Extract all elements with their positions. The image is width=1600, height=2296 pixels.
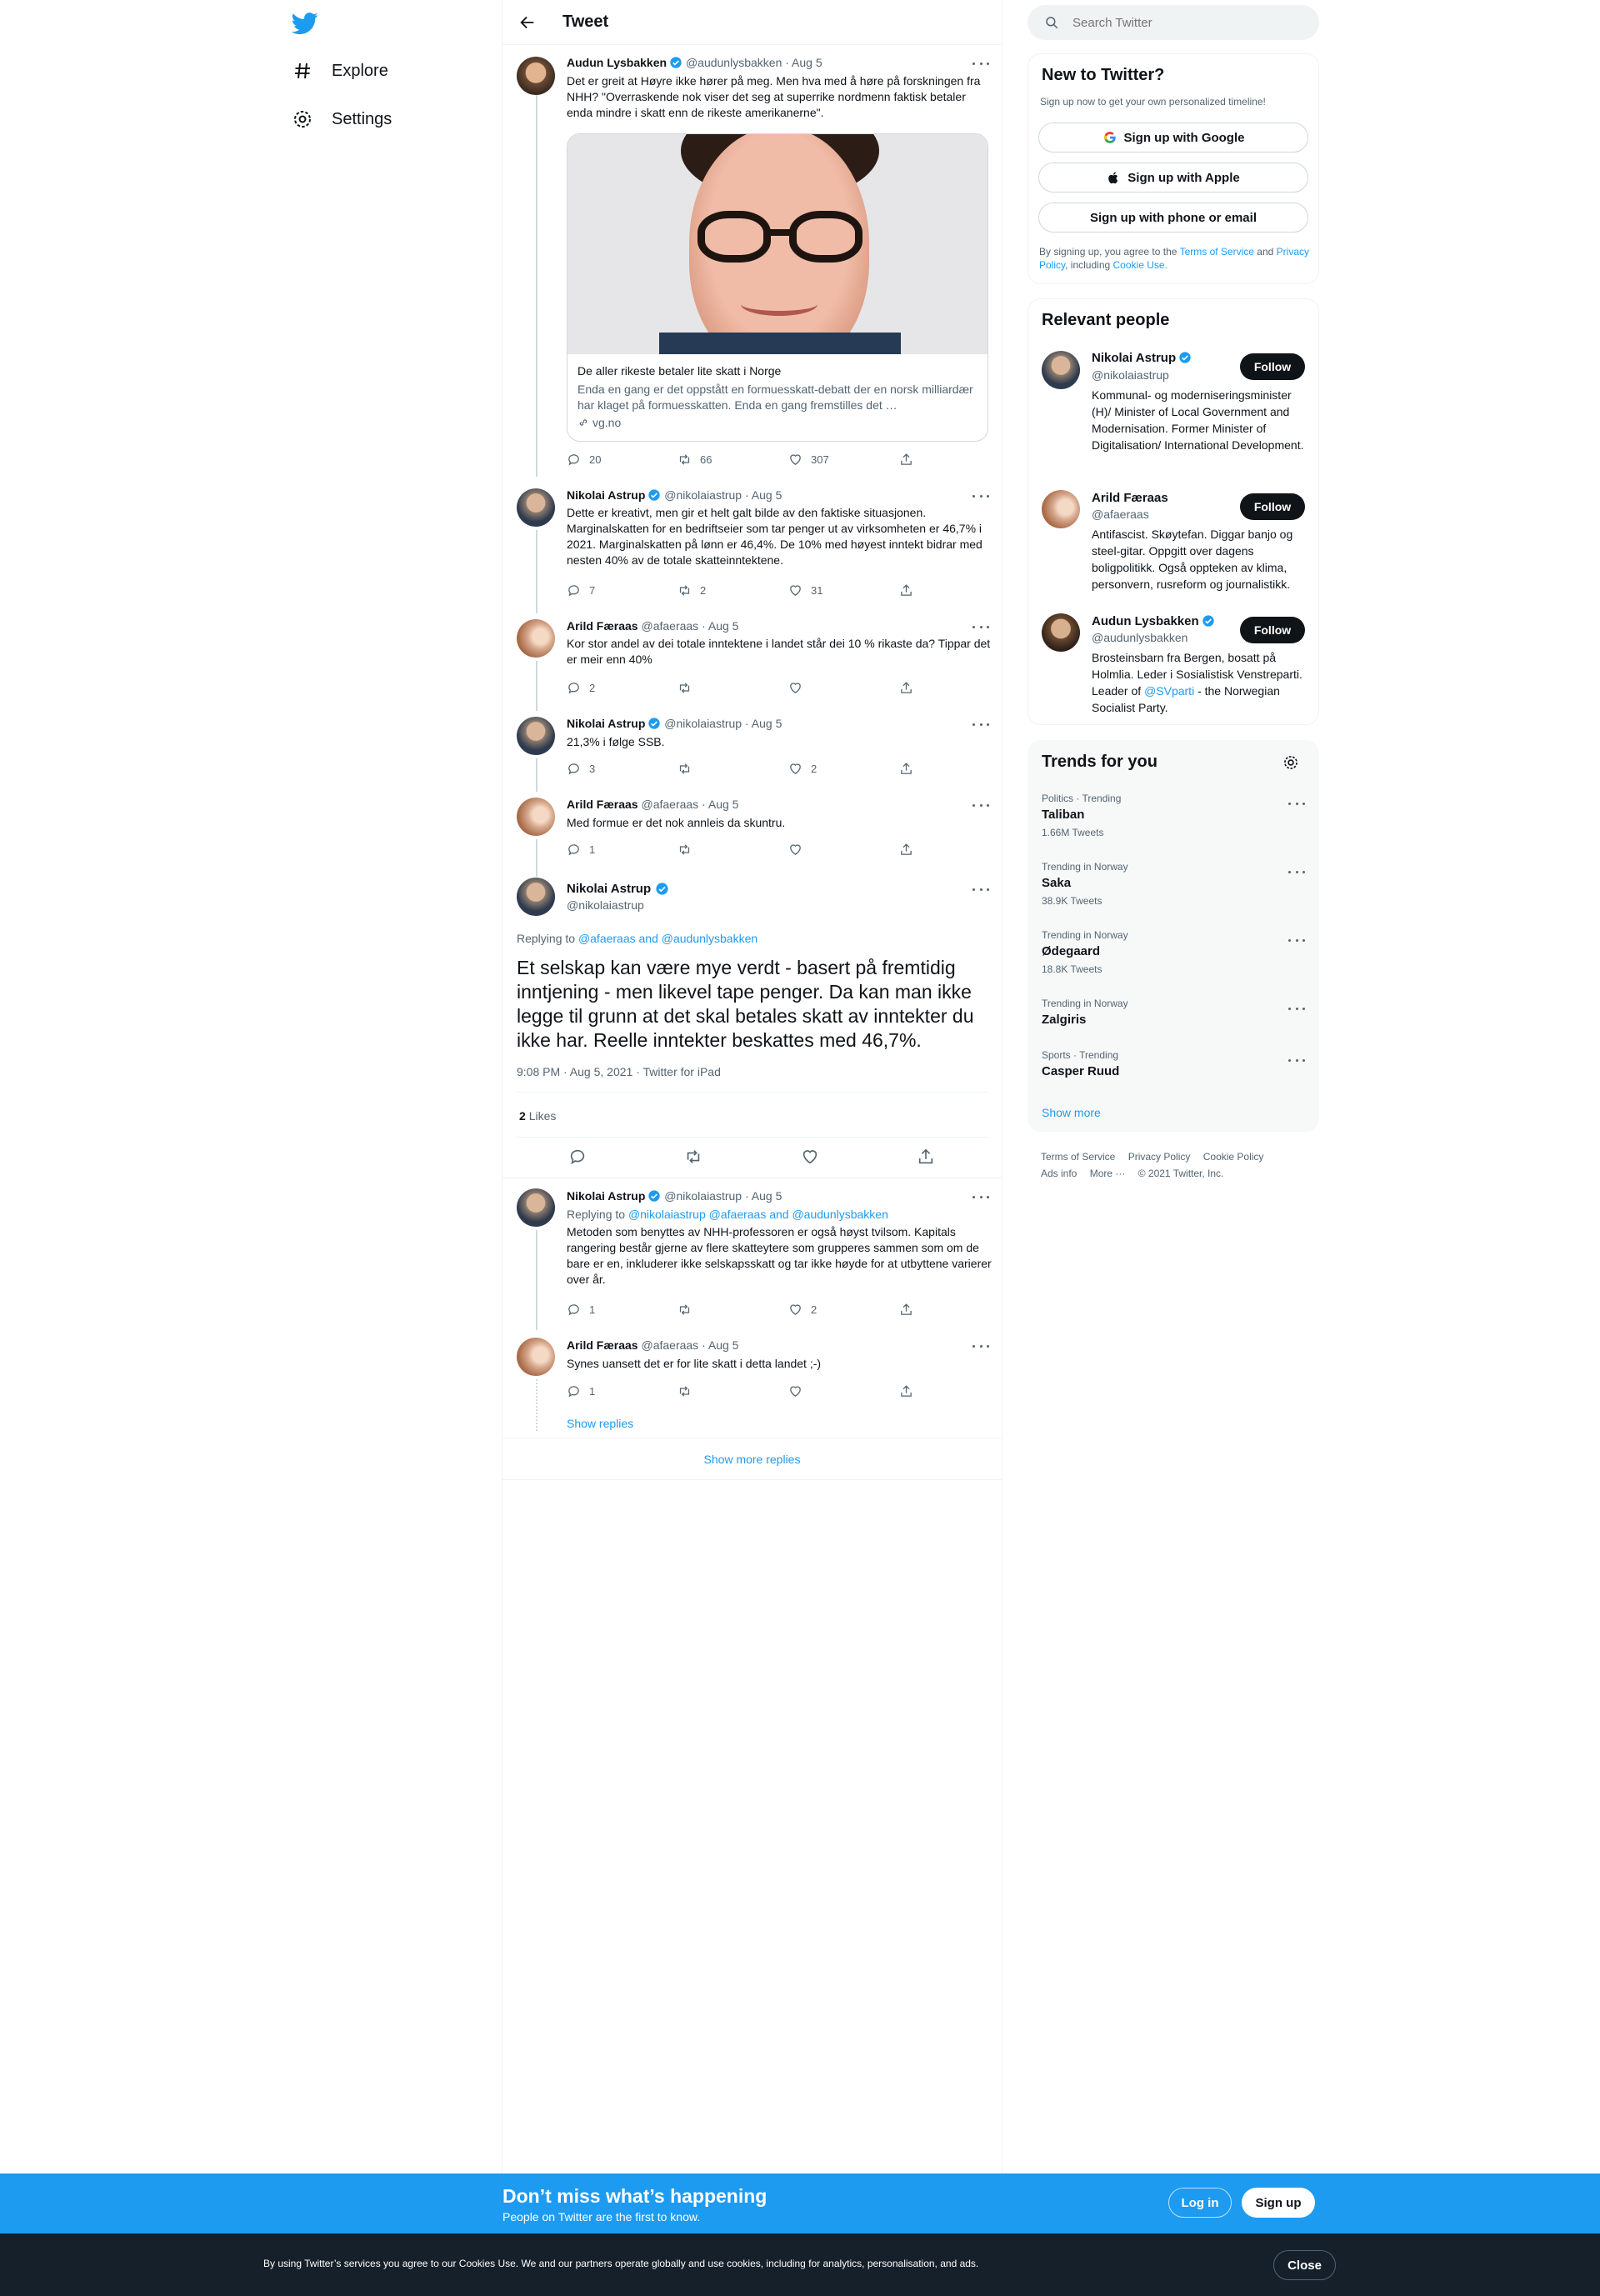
card-domain: vg.no (592, 416, 622, 429)
person-bio (1092, 649, 1308, 716)
verified-badge-icon (648, 1189, 661, 1203)
cookie-use-link[interactable]: Cookie Use. (1112, 259, 1168, 271)
retweet-icon (678, 681, 692, 695)
likes-count: 2 (519, 1109, 526, 1123)
replying-to-link[interactable]: @nikolaiastrup @afaeraas and @audunlysbakken (628, 1208, 888, 1221)
tweet-date[interactable]: · Aug 5 (785, 56, 822, 69)
author-name[interactable]: Arild Færaas (567, 798, 638, 811)
signup-banner (0, 2173, 1600, 2233)
like-button[interactable] (788, 681, 899, 695)
main-tweet-author-name[interactable]: Nikolai Astrup (567, 882, 652, 896)
like-count: 2 (811, 763, 818, 775)
share-button[interactable] (899, 762, 913, 776)
reply-icon (567, 681, 581, 695)
avatar[interactable] (1042, 351, 1080, 389)
footer-cookie-link[interactable]: Cookie Policy (1202, 1151, 1264, 1163)
trend-meta: Trending in Norway (1042, 861, 1128, 873)
tweet-actions (567, 681, 913, 695)
hashtag-icon (292, 60, 313, 82)
share-button[interactable] (899, 1384, 913, 1398)
signup-apple-button[interactable] (1038, 163, 1308, 193)
more-options-icon[interactable] (972, 1193, 989, 1201)
retweet-icon (678, 843, 692, 857)
new-to-twitter-panel (1028, 53, 1319, 284)
retweet-icon[interactable] (684, 1148, 702, 1166)
show-more-trends-link[interactable]: Show more (1042, 1106, 1101, 1119)
signup-apple-label: Sign up with Apple (1128, 170, 1240, 185)
tweet-text: Metoden som benyttes av NHH-professoren er også høyst tvilsom. Kapitals rangering består gjerne av flere skatteytere som grupperes sammen som om de bare er en, inkluderer ikke selskapsskatt og tar ikke høyde for at utbyttene varierer over år. (567, 1225, 992, 1286)
author-name[interactable]: Nikolai Astrup (567, 488, 646, 502)
person-name[interactable]: Audun Lysbakken (1092, 614, 1215, 628)
signup-google-label: Sign up with Google (1123, 130, 1245, 145)
reply-icon (567, 1303, 581, 1317)
follow-button[interactable]: Follow (1240, 617, 1305, 643)
person-bio: Kommunal- og moderniseringsminister (H)/ Minister of Local Government and Modernisation. Former Minister of Digitalisation/ International Development. (1092, 388, 1304, 452)
reply-button[interactable] (567, 453, 678, 467)
like-button[interactable] (788, 1384, 899, 1398)
more-options-icon[interactable] (1288, 1056, 1305, 1064)
tweet-header (567, 488, 782, 502)
gear-icon[interactable] (1282, 754, 1299, 771)
banner-title: Don’t miss what’s happening (502, 2185, 768, 2207)
card-image (568, 134, 988, 354)
trend-count: 38.9K Tweets (1042, 895, 1102, 907)
more-options-icon[interactable] (972, 623, 989, 631)
footer-more-link[interactable]: More ··· (1089, 1168, 1126, 1179)
signup-phone-email-button[interactable] (1038, 203, 1308, 233)
heart-icon (788, 1303, 802, 1317)
reply-button[interactable] (567, 583, 678, 598)
retweet-icon (678, 1384, 692, 1398)
reply-button[interactable] (567, 843, 678, 857)
reply-icon (567, 583, 581, 598)
avatar[interactable] (517, 488, 555, 527)
tweet-date[interactable]: · Aug 5 (702, 619, 739, 633)
footer-privacy-link[interactable]: Privacy Policy (1128, 1151, 1191, 1163)
person-handle[interactable]: @audunlysbakken (1092, 631, 1188, 644)
terms-and: and (1257, 246, 1274, 258)
verified-badge-icon (669, 56, 682, 69)
tweet-header (567, 56, 822, 69)
nav-settings-label: Settings (332, 109, 392, 128)
nav-explore-label: Explore (332, 61, 388, 80)
replying-prefix: Replying to (567, 1208, 626, 1221)
retweet-button[interactable] (678, 583, 788, 598)
cookie-close-button[interactable]: Close (1273, 2250, 1336, 2280)
google-icon (1102, 130, 1118, 145)
verified-badge-icon (648, 488, 661, 502)
replying-to-link[interactable]: @afaeraas and @audunlysbakken (578, 932, 758, 945)
terms-link[interactable]: Terms of Service (1179, 246, 1254, 258)
tweet-header (567, 1189, 782, 1203)
author-handle[interactable]: @nikolaiastrup (664, 1189, 742, 1203)
thread-line (536, 661, 538, 711)
tweet-date[interactable]: · Aug 5 (702, 1338, 739, 1352)
footer-ads-link[interactable]: Ads info (1041, 1168, 1078, 1179)
trend-name[interactable]: Taliban (1042, 808, 1085, 822)
reply-button[interactable] (567, 681, 678, 695)
bio-mention-link[interactable]: @SVparti (1144, 684, 1195, 698)
page-title: Tweet (562, 13, 609, 31)
share-button[interactable] (899, 843, 913, 857)
bio-text: - the Norwegian Socialist Party. (1092, 684, 1280, 714)
thread-dashed-line (536, 1379, 538, 1431)
divider (517, 1092, 988, 1093)
retweet-icon (678, 583, 692, 598)
tweet-text: Det er greit at Høyre ikke hører på meg. Men hva med å høre på forskningen fra NHH? "Overraskende nok viser det seg at superrike nordmenn faktisk betaler enda mindre i skatt enn de rikeste amerikanerne". (567, 74, 981, 119)
author-handle[interactable]: @afaeraas (641, 619, 699, 633)
trend-name[interactable]: Casper Ruud (1042, 1064, 1120, 1078)
like-count: 307 (811, 453, 829, 466)
replying-to (517, 932, 758, 945)
author-name[interactable]: Nikolai Astrup (567, 1189, 646, 1203)
heart-icon (788, 1384, 802, 1398)
reply-button[interactable] (567, 1303, 678, 1317)
retweet-button[interactable] (678, 762, 788, 776)
share-icon (899, 453, 913, 467)
twitter-logo-icon[interactable] (292, 10, 318, 37)
more-options-icon[interactable] (972, 492, 989, 500)
tweet-text: 21,3% i følge SSB. (567, 735, 665, 748)
retweet-count: 66 (700, 453, 712, 466)
likes-label: Likes (528, 1109, 557, 1123)
more-options-icon[interactable] (972, 1342, 989, 1350)
search-icon (1044, 15, 1059, 30)
tweet-text: Dette er kreativt, men gir et helt galt bilde av den faktiske situasjonen. Marginalskatten for en bedriftseier som tar penger ut av virksomheten er 46,7% i 2021. Marginalskatten på lønn er 46,4%. De 10% med høyest inntekt bidrar med nesten 40% av de totale skatteinntektene. (567, 506, 982, 567)
author-handle[interactable]: @nikolaiastrup (664, 717, 742, 730)
like-button[interactable] (788, 1303, 899, 1317)
tweet-header (567, 1338, 738, 1352)
card-image-shirt (659, 333, 901, 354)
heart-icon (788, 453, 802, 467)
tweet-text: Kor stor andel av dei totale inntektene i landet står dei 10 % rikaste da? Tippar det er meir enn 40% (567, 637, 991, 666)
share-button[interactable] (899, 453, 913, 467)
tweet-header (567, 619, 738, 633)
main-tweet-timestamp[interactable]: 9:08 PM · Aug 5, 2021 · Twitter for iPad (517, 1065, 721, 1078)
more-options-icon[interactable] (1288, 936, 1305, 944)
cookie-bar (0, 2233, 1600, 2296)
tweet-header (567, 717, 782, 730)
link-card[interactable] (567, 133, 988, 442)
retweet-button[interactable] (678, 1303, 788, 1317)
tweet-header (567, 798, 738, 811)
avatar[interactable] (517, 798, 555, 836)
reply-count: 1 (589, 843, 596, 856)
tweet-actions (567, 1303, 913, 1317)
card-domain-row (578, 416, 621, 429)
more-options-icon[interactable] (972, 720, 989, 728)
trend-name[interactable]: Ødegaard (1042, 944, 1101, 958)
apple-icon (1107, 171, 1121, 185)
replying-to (567, 1208, 888, 1221)
panel-title: Trends for you (1042, 753, 1158, 771)
banner-subtitle: People on Twitter are the first to know. (502, 2210, 701, 2223)
reply-count: 1 (589, 1385, 596, 1398)
main-tweet-actions (568, 1148, 935, 1166)
tweet-actions (567, 762, 913, 776)
login-button[interactable]: Log in (1168, 2188, 1232, 2218)
trend-meta: Sports · Trending (1042, 1049, 1119, 1061)
tweet-date[interactable]: · Aug 5 (702, 798, 739, 811)
person-handle[interactable]: @afaeraas (1092, 508, 1149, 521)
reply-icon (567, 453, 581, 467)
author-name[interactable]: Arild Færaas (567, 619, 638, 633)
terms-including: , including (1065, 259, 1111, 271)
copyright: © 2021 Twitter, Inc. (1138, 1168, 1224, 1179)
like-button[interactable] (788, 453, 899, 467)
reply-count: 20 (589, 453, 602, 466)
follow-button[interactable]: Follow (1240, 353, 1305, 380)
header-divider (502, 44, 1002, 45)
follow-button[interactable]: Follow (1240, 493, 1305, 520)
person-name[interactable]: Arild Færaas (1092, 491, 1168, 505)
thread-line (536, 93, 538, 477)
search-input[interactable] (1072, 16, 1289, 30)
like-count: 2 (811, 1303, 818, 1316)
reply-icon[interactable] (568, 1148, 587, 1166)
likes-summary[interactable] (519, 1109, 556, 1123)
reply-count: 7 (589, 584, 596, 597)
author-handle[interactable]: @audunlysbakken (685, 56, 782, 69)
more-options-icon[interactable] (972, 885, 989, 893)
panel-subtitle: Sign up now to get your own personalized timeline! (1040, 96, 1266, 108)
avatar[interactable] (517, 57, 555, 95)
avatar[interactable] (517, 717, 555, 755)
avatar[interactable] (517, 619, 555, 658)
verified-badge-icon (648, 717, 661, 730)
reply-button[interactable] (567, 762, 678, 776)
heart-icon[interactable] (801, 1148, 819, 1166)
thread-line (536, 1230, 538, 1330)
show-more-replies-link[interactable]: Show more replies (703, 1453, 801, 1466)
retweet-button[interactable] (678, 681, 788, 695)
card-title: De aller rikeste betaler lite skatt i Norge (578, 364, 782, 378)
share-button[interactable] (899, 1303, 913, 1317)
tweet-date[interactable]: · Aug 5 (744, 488, 782, 502)
replying-prefix: Replying to (517, 932, 576, 945)
trend-meta: Trending in Norway (1042, 929, 1128, 941)
retweet-icon (678, 453, 692, 467)
author-name[interactable]: Audun Lysbakken (567, 56, 668, 69)
person-handle[interactable]: @nikolaiastrup (1092, 368, 1169, 382)
more-options-icon[interactable] (1288, 868, 1305, 876)
more-options-icon[interactable] (972, 801, 989, 809)
tweet-date[interactable]: · Aug 5 (744, 1189, 782, 1203)
verified-badge-icon (655, 882, 669, 896)
avatar[interactable] (1042, 490, 1080, 528)
thread-line (536, 758, 538, 792)
relevant-people-panel (1028, 298, 1319, 725)
reply-button[interactable] (567, 1384, 678, 1398)
share-icon (899, 583, 913, 598)
terms-prefix: By signing up, you agree to the (1039, 246, 1178, 258)
gear-icon (292, 108, 313, 130)
share-icon (899, 681, 913, 695)
terms-notice (1039, 245, 1309, 272)
link-icon (578, 417, 589, 428)
card-image-glasses (692, 211, 868, 266)
retweet-button[interactable] (678, 453, 788, 467)
trend-name[interactable]: Saka (1042, 876, 1072, 890)
author-name[interactable]: Arild Færaas (567, 1338, 638, 1352)
nav-settings[interactable] (292, 108, 392, 130)
reply-icon (567, 1384, 581, 1398)
like-button[interactable] (788, 843, 899, 857)
reply-count: 1 (589, 1303, 596, 1316)
tweet-actions (567, 453, 913, 467)
retweet-button[interactable] (678, 1384, 788, 1398)
tweet-text: Med formue er det nok annleis da skuntru. (567, 816, 786, 829)
thread-line (536, 530, 538, 613)
author-handle[interactable]: @afaeraas (641, 1338, 699, 1352)
trend-meta: Politics · Trending (1042, 793, 1122, 804)
tweet-actions (567, 583, 913, 598)
trend-count: 18.8K Tweets (1042, 963, 1102, 975)
tweet-date[interactable]: · Aug 5 (744, 717, 782, 730)
nav-explore[interactable] (292, 60, 388, 82)
avatar[interactable] (517, 1188, 555, 1227)
avatar[interactable] (517, 1338, 555, 1376)
share-icon (899, 762, 913, 776)
back-arrow-icon[interactable] (518, 13, 537, 32)
trend-count: 1.66M Tweets (1042, 827, 1104, 838)
like-button[interactable] (788, 583, 899, 598)
retweet-button[interactable] (678, 843, 788, 857)
share-icon (899, 843, 913, 857)
divider (517, 1137, 988, 1138)
author-handle[interactable]: @nikolaiastrup (664, 488, 742, 502)
tweet-actions (567, 1384, 913, 1398)
divider (502, 1479, 1002, 1480)
card-image-mouth (741, 293, 818, 316)
share-icon[interactable] (917, 1148, 935, 1166)
search-box[interactable] (1028, 5, 1319, 40)
trend-meta: Trending in Norway (1042, 998, 1128, 1009)
heart-icon (788, 583, 802, 598)
main-tweet-text: Et selskap kan være mye verdt - basert på fremtidig inntjening - men likevel tape penger. Da kan man ikke legge til grunn at det skal betales skatt av inntekter du ikke har. Reelle inntekter beskattes med 46,7%. (517, 957, 974, 1051)
cookie-text: By using Twitter’s services you agree to our Cookies Use. We and our partners operate globally and use cookies, including for analytics, personalisation, and ads. (263, 2258, 979, 2269)
show-replies-link[interactable]: Show replies (567, 1417, 634, 1430)
like-count: 31 (811, 584, 823, 597)
reply-count: 2 (589, 682, 596, 694)
author-handle[interactable]: @afaeraas (641, 798, 699, 811)
share-icon (899, 1303, 913, 1317)
retweet-icon (678, 1303, 692, 1317)
like-button[interactable] (788, 762, 899, 776)
verified-badge-icon (1178, 351, 1192, 364)
person-name[interactable]: Nikolai Astrup (1092, 351, 1192, 365)
reply-count: 3 (589, 763, 596, 775)
sidebar-footer (1041, 1148, 1316, 1182)
trend-name[interactable]: Zalgiris (1042, 1013, 1087, 1027)
card-description: Enda en gang er det oppstått en formuesskatt-debatt der en norsk milliardær har klaget på formuesskatten. Enda en gang fremstilles det … (578, 383, 973, 412)
retweet-count: 2 (700, 584, 707, 597)
more-options-icon[interactable] (972, 59, 989, 68)
trends-panel (1028, 740, 1319, 1132)
footer-terms-link[interactable]: Terms of Service (1041, 1151, 1116, 1163)
main-tweet-handle[interactable]: @nikolaiastrup (567, 898, 644, 912)
share-button[interactable] (899, 583, 913, 598)
bio-text: Brosteinsbarn fra Bergen, bosatt på Holmlia. Leder i Sosialistisk Venstreparti. Leader of (1092, 651, 1302, 698)
panel-title: New to Twitter? (1042, 66, 1165, 84)
tweet-text: Synes uansett det er for lite skatt i detta landet ;-) (567, 1357, 822, 1370)
thread-line (536, 839, 538, 877)
signup-google-button[interactable] (1038, 123, 1308, 153)
panel-title: Relevant people (1042, 311, 1170, 329)
person-bio: Antifascist. Skøytefan. Diggar banjo og steel-gitar. Oppgitt over dagens boligpolitikk. Også oppteken av klima, personvern, rusreform og journalistikk. (1092, 528, 1293, 591)
privacy-link[interactable]: Privacy Policy (1039, 246, 1309, 271)
heart-icon (788, 843, 802, 857)
reply-icon (567, 843, 581, 857)
retweet-icon (678, 762, 692, 776)
heart-icon (788, 681, 802, 695)
verified-badge-icon (1202, 614, 1215, 628)
heart-icon (788, 762, 802, 776)
more-options-icon[interactable] (1288, 799, 1305, 808)
more-options-icon[interactable] (1288, 1004, 1305, 1013)
avatar[interactable] (1042, 613, 1080, 652)
reply-icon (567, 762, 581, 776)
author-name[interactable]: Nikolai Astrup (567, 717, 646, 730)
share-button[interactable] (899, 681, 913, 695)
signup-phone-label: Sign up with phone or email (1089, 210, 1257, 225)
signup-button[interactable]: Sign up (1242, 2188, 1315, 2218)
share-icon (899, 1384, 913, 1398)
avatar[interactable] (517, 878, 555, 916)
tweet-actions (567, 843, 913, 857)
